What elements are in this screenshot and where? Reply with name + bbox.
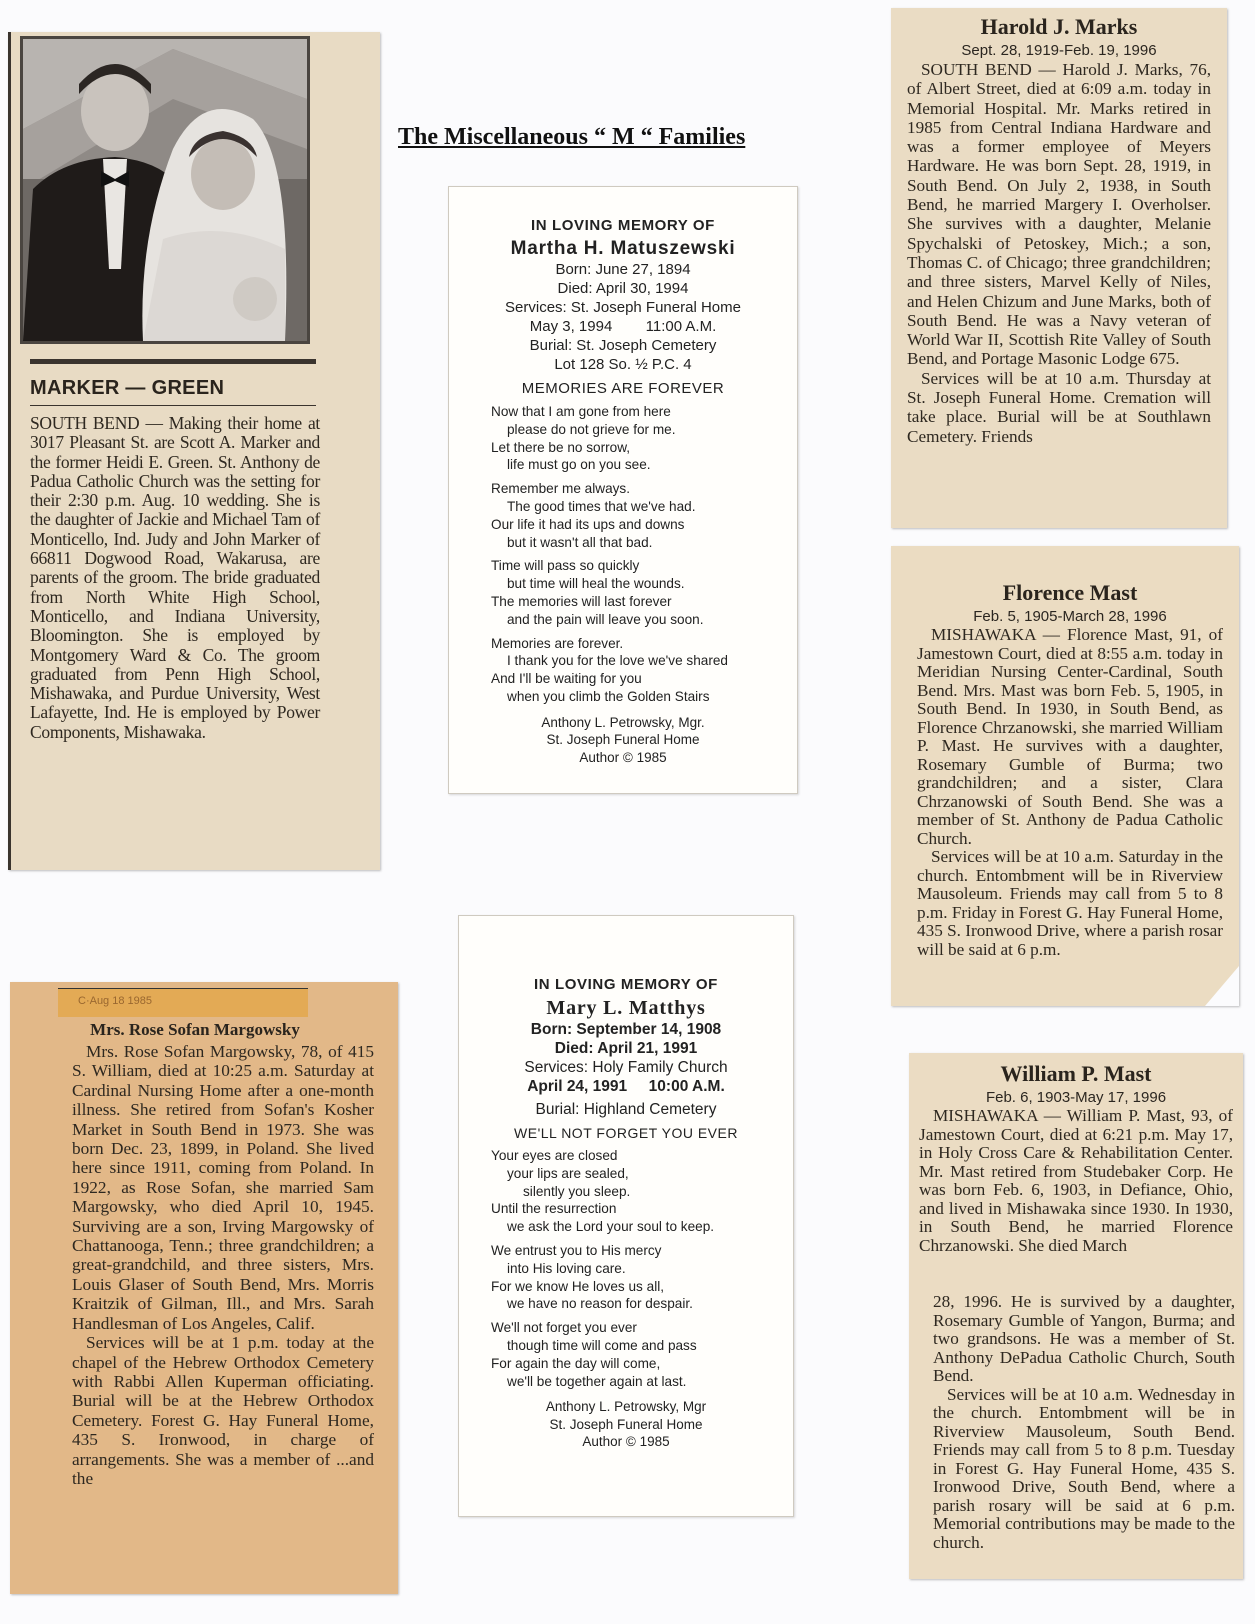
headline-underline — [30, 405, 316, 406]
poem-stanza — [491, 1319, 781, 1390]
clipping-border — [8, 32, 11, 870]
obituary-paragraph: 28, 1996. He is survived by a daughter, Rosemary Gumble of Yangon, Burma; and two grandsons. He was a member of St. Anthony DePadua Catholic Church, South Bend. — [933, 1292, 1235, 1385]
obituary-body — [919, 1107, 1233, 1255]
poem-line: Now that I am gone from here — [491, 404, 671, 419]
poem-line: when you climb the Golden Stairs — [507, 688, 710, 704]
poem-line: your lips are sealed, — [507, 1165, 629, 1181]
page-title: The Miscellaneous “ M “ Families — [398, 124, 746, 150]
card-poem — [471, 1147, 781, 1390]
card-name: Martha H. Matuszewski — [510, 238, 736, 259]
obituary-paragraph: MISHAWAKA — Florence Mast, 91, of Jamestown Court, died at 8:55 a.m. today in Meridian Nursing Center-Cardinal, South Bend. Mrs. Mast was born Feb. 5, 1905, in South Bend. In 1930, in South Bend, as Florence Chrzanowski, she married William P. Mast. He survives with a daughter, Rosemary Gumble of Burma; two grandchildren; and a sister, Clara Chrzanowski of South Bend. She was a member of St. Anthony de Padua Catholic Church. — [917, 625, 1223, 848]
card-motto: MEMORIES ARE FOREVER — [521, 380, 725, 397]
obituary-name: William P. Mast — [1000, 1061, 1152, 1086]
poem-line: And I'll be waiting for you — [491, 671, 642, 687]
poem-line: and the pain will leave you soon. — [507, 611, 704, 627]
poem-line: Our life it had its ups and downs — [491, 516, 685, 532]
card-services: Services: Holy Family Church — [524, 1059, 728, 1076]
poem-line: silently you sleep. — [523, 1183, 631, 1199]
poem-line: Your eyes are closed — [491, 1148, 618, 1163]
poem-stanza — [491, 403, 781, 474]
signature-line: St. Joseph Funeral Home — [549, 1416, 703, 1432]
card-died: Died: April 21, 1991 — [554, 1040, 698, 1057]
poem-line: please do not grieve for me. — [507, 421, 676, 437]
wedding-photo-image — [23, 39, 307, 341]
poem-line: The memories will last forever — [491, 593, 672, 609]
torn-corner — [1205, 966, 1239, 1006]
headline-rule — [30, 359, 316, 364]
poem-line: For we know He loves us all, — [491, 1278, 665, 1294]
poem-line: We entrust you to His mercy — [491, 1242, 662, 1258]
card-burial: Burial: St. Joseph Cemetery — [529, 337, 717, 354]
wedding-photo — [20, 36, 310, 344]
poem-stanza — [491, 557, 781, 628]
poem-stanza — [491, 480, 781, 551]
obituary-florence-mast — [891, 546, 1239, 1006]
memorial-card-martha — [448, 186, 798, 794]
card-lot: Lot 128 So. ½ P.C. 4 — [554, 356, 692, 373]
obituary-paragraph: SOUTH BEND — Harold J. Marks, 76, of Albert Street, died at 6:09 a.m. today in Memorial Hospital. Mr. Marks retired in 1985 from Central Indiana Hardware and was a former employee of Meyers Hardware. He was born Sept. 28, 1919, in South Bend. On July 2, 1938, in South Bend, he married Margery I. Overholser. She survives with a daughter, Melanie Spychalski of Petoskey, Mich.; a son, Thomas C. of Chicago; three grandchildren; and three sisters, Marvel Kelly of Niles, and Helen Chizum and June Marks, both of South Bend. He was a Navy veteran of World War II, Scottish Rite Valley of South Bend, and Portage Masonic Lodge 675. — [907, 60, 1211, 369]
obituary-continued — [933, 1293, 1235, 1552]
card-born: Born: September 14, 1908 — [530, 1021, 722, 1038]
poem-line: The good times that we've had. — [507, 498, 696, 514]
poem-line: We'll not forget you ever — [491, 1320, 637, 1336]
poem-line: I thank you for the love we've shared — [507, 653, 728, 669]
poem-line: we'll be together again at last. — [507, 1373, 687, 1389]
obituary-name: Mrs. Rose Sofan Margowsky — [90, 1020, 300, 1039]
signature-line: St. Joseph Funeral Home — [546, 732, 700, 748]
poem-line: into His loving care. — [507, 1260, 626, 1276]
poem-line: Remember me always. — [491, 481, 630, 497]
poem-line: but it wasn't all that bad. — [507, 534, 653, 550]
poem-stanza — [491, 1147, 781, 1236]
signature-line: Author © 1985 — [579, 749, 667, 765]
card-header: IN LOVING MEMORY OF — [531, 217, 715, 234]
card-burial: Burial: Highland Cemetery — [535, 1101, 717, 1118]
obituary-body — [72, 1042, 374, 1488]
obituary-name: Harold J. Marks — [980, 14, 1138, 39]
card-service-time: April 24, 1991 10:00 A.M. — [527, 1078, 725, 1095]
obituary-paragraph: Services will be at 10 a.m. Wednesday in the church. Entombment will be in Riverview Mausoleum, South Bend. Friends may call from 5 to 8 p.m. Tuesday in Forest G. Hay Funeral Home, 435 S. Ironwood Drive, South Bend, where a parish rosary will be said at 6 p.m. Memorial contributions may be made to the church. — [933, 1384, 1235, 1552]
signature-line: Anthony L. Petrowsky, Mgr. — [541, 714, 705, 730]
obituary-body — [917, 626, 1223, 959]
wedding-announcement-clipping — [8, 32, 380, 870]
card-died: Died: April 30, 1994 — [557, 280, 689, 297]
card-born: Born: June 27, 1894 — [555, 261, 691, 278]
signature-line: Author © 1985 — [582, 1434, 670, 1450]
card-signature — [465, 714, 781, 767]
poem-line: we ask the Lord your soul to keep. — [507, 1219, 715, 1235]
card-header: IN LOVING MEMORY OF — [534, 976, 718, 993]
poem-line: Time will pass so quickly — [491, 558, 640, 574]
poem-line: but time will heal the wounds. — [507, 576, 685, 592]
obituary-paragraph: Services will be at 10 a.m. Thursday at St. Joseph Funeral Home. Cremation will take place. Burial will be at Southlawn Cemetery. Friends — [907, 368, 1211, 446]
poem-line: Let there be no sorrow, — [491, 439, 631, 455]
poem-stanza — [491, 635, 781, 706]
poem-line: though time will come and pass — [507, 1337, 697, 1353]
wedding-headline: MARKER — GREEN — [30, 377, 225, 399]
obituary-body — [907, 60, 1211, 446]
card-motto: WE'LL NOT FORGET YOU EVER — [514, 1125, 738, 1141]
stamp-text: C·Aug 18 1985 — [78, 995, 152, 1007]
card-service-time: May 3, 1994 11:00 A.M. — [529, 318, 717, 335]
poem-stanza — [491, 1242, 781, 1313]
poem-line: Until the resurrection — [491, 1201, 617, 1217]
card-services: Services: St. Joseph Funeral Home — [505, 299, 741, 316]
memorial-card-mary — [458, 915, 794, 1517]
obituary-william-mast — [909, 1053, 1243, 1579]
obituary-dates: Feb. 6, 1903-May 17, 1996 — [985, 1089, 1167, 1106]
obituary-harold-marks — [891, 8, 1227, 528]
poem-line: life must go on you see. — [507, 457, 651, 473]
date-stamp — [58, 988, 308, 1017]
poem-line: we have no reason for despair. — [507, 1296, 693, 1312]
obituary-paragraph: Mrs. Rose Sofan Margowsky, 78, of 415 S. William, died at 10:25 a.m. Saturday at Cardinal Nursing Home after a one-month illness. She retired from Sofan's Kosher Market in South Bend in 1973. She was born Dec. 23, 1899, in Poland. She lived here since 1911, coming from Poland. In 1922, as Rose Sofan, she married Sam Margowsky, who died April 10, 1945. Surviving are a son, Irving Margowsky of Chattanooga, Tenn.; three grandchildren; a great-grandchild, and three sisters, Mrs. Louis Glaser of South Bend, Mrs. Morris Kraitzik of Gilman, Ill., and Mrs. Sarah Handlesman of Los Angeles, Calif. — [72, 1042, 374, 1333]
wedding-body: SOUTH BEND — Making their home at 3017 Pleasant St. are Scott A. Marker and the former Heidi E. Green. St. Anthony de Padua Catholic Church was the setting for their 2:30 p.m. Aug. 10 wedding. She is the daughter of Jackie and Michael Tam of Monticello, Ind. Judy and John Marker of 66811 Dogwood Road, Wakarusa, are parents of the groom. The bride graduated from North White High School, Monticello, and Indiana University, Bloomington. She is employed by Montgomery Ward & Co. The groom graduated from Penn High School, Mishawaka, and Purdue University, West Lafayette, Ind. He is employed by Power Components, Mishawaka. — [30, 413, 320, 742]
obituary-dates: Feb. 5, 1905-March 28, 1996 — [973, 608, 1167, 625]
signature-line: Anthony L. Petrowsky, Mgr — [545, 1399, 707, 1415]
poem-line: Memories are forever. — [491, 635, 624, 651]
obituary-paragraph: Services will be at 1 p.m. today at the chapel of the Hebrew Orthodox Cemetery with Rabbi Allen Kuperman officiating. Burial will be at the Hebrew Orthodox Cemetery. Forest G. Hay Funeral Home, 435 S. Ironwood, in charge of arrangements. She was a member of ...and the — [72, 1333, 374, 1488]
obituary-dates: Sept. 28, 1919-Feb. 19, 1996 — [961, 42, 1157, 59]
obituary-name: Florence Mast — [1002, 580, 1138, 605]
obituary-paragraph: Services will be at 10 a.m. Saturday in the church. Entombment will be in Riverview Mausoleum. Friends may call from 5 to 8 p.m. Friday in Forest G. Hay Funeral Home, 435 S. Ironwood Drive, where a parish rosar will be said at 6 p.m. — [917, 847, 1223, 959]
card-signature — [471, 1398, 781, 1451]
card-name: Mary L. Matthys — [546, 997, 706, 1019]
obituary-paragraph: MISHAWAKA — William P. Mast, 93, of Jamestown Court, died at 6:21 p.m. May 17, in Holy Cross Care & Rehabilitation Center. Mr. Mast retired from Studebaker Corp. He was born Feb. 6, 1903, in Defiance, Ohio, and lived in Mishawaka since 1930. In 1930, in South Bend, he married Florence Chrzanowski. She died March — [919, 1106, 1233, 1255]
poem-line: For again the day will come, — [491, 1355, 661, 1371]
obituary-rose-margowsky — [10, 982, 398, 1594]
card-poem — [465, 403, 781, 706]
